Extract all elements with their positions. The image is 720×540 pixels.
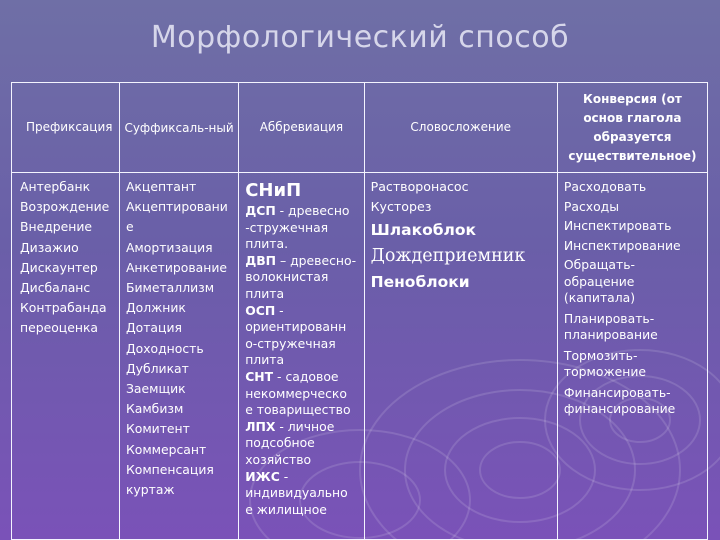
abbr-osp xyxy=(245,303,357,369)
abbr-izhs-text: - индивидуально е жилищное xyxy=(245,468,348,517)
list-item: Дискаунтер xyxy=(20,259,98,275)
list-item: Антербанк xyxy=(20,179,91,194)
list-item: Акцептировани е xyxy=(125,199,228,235)
list-item: Кусторез xyxy=(370,199,432,214)
abbr-osp-code: ОСП xyxy=(245,302,276,318)
abbr-snt-code: СНТ xyxy=(245,368,274,384)
header-abbreviation: Аббревиация xyxy=(239,83,364,173)
header-prefixation: Префиксация xyxy=(12,83,120,173)
list-item: Камбизм xyxy=(125,401,184,417)
list-item: Дизажио xyxy=(20,239,79,255)
list-item: Должник xyxy=(125,300,186,316)
abbr-lph xyxy=(245,419,357,469)
list-item: Амортизация xyxy=(125,239,213,255)
list-item: переоценка xyxy=(20,320,99,336)
list-item: Коммерсант xyxy=(125,441,207,457)
list-item: Финансировать-финансирование xyxy=(563,384,676,417)
list-item: Дисбаланс xyxy=(20,280,91,296)
list-item: Дубликат xyxy=(125,360,189,376)
list-item: Инспектирование xyxy=(563,237,681,253)
list-item: Обращать-обрацение (капитала) xyxy=(563,257,636,306)
abbr-izhs-code: ИЖС xyxy=(245,468,280,484)
list-item: Акцептант xyxy=(125,179,197,194)
list-item: Дождеприемник xyxy=(370,246,526,266)
list-item: Инспектировать xyxy=(563,218,672,234)
header-conversion: Конверсия (от основ глагола образуется существительное) xyxy=(557,83,707,173)
abbr-dsp-code: ДСП xyxy=(245,203,276,218)
abbr-snt xyxy=(245,369,357,419)
list-item: Тормозить-торможение xyxy=(563,347,647,380)
abbr-snip: СНиП xyxy=(245,180,302,201)
list-item: Заемщик xyxy=(125,381,186,397)
abbr-lph-code: ЛПХ xyxy=(245,418,276,434)
list-item: Расходы xyxy=(563,198,620,214)
cell-abbreviation xyxy=(239,173,364,540)
page-title: Морфологический способ xyxy=(150,20,570,55)
abbr-dvp-text: – древесно-волокнистая плита xyxy=(245,252,357,301)
list-item: Расходовать xyxy=(563,179,647,194)
abbr-dsp xyxy=(245,203,357,253)
list-item: Биметаллизм xyxy=(125,280,215,296)
cell-suffixal xyxy=(119,173,238,540)
cell-compounding xyxy=(364,173,557,540)
header-suffixal: Суффиксаль-ный xyxy=(119,83,238,173)
cell-conversion xyxy=(557,173,707,540)
list-item: Контрабанда xyxy=(20,300,107,316)
abbr-dvp-code: ДВП xyxy=(245,252,277,268)
abbr-snt-text: - садовое некоммерческо е товарищество xyxy=(245,368,351,418)
list-item: Внедрение xyxy=(20,219,93,235)
word-formation-table xyxy=(11,82,708,540)
abbr-lph-text: - личное подсобное хозяйство xyxy=(245,418,335,467)
list-item: Возрождение xyxy=(20,199,110,215)
list-item: Планировать-планирование xyxy=(563,310,658,343)
table-header-row xyxy=(12,83,708,173)
table-body-row xyxy=(12,173,708,540)
abbr-izhs xyxy=(245,469,357,519)
list-item: Дотация xyxy=(125,320,182,336)
list-item: Анкетирование xyxy=(125,259,228,275)
cell-prefixation xyxy=(12,173,120,540)
list-item: Растворонасос xyxy=(370,179,469,194)
abbr-dvp xyxy=(245,253,357,303)
list-item: Компенсация xyxy=(125,461,214,477)
header-compounding: Словосложение xyxy=(364,83,557,173)
abbr-dsp-text: - древесно -стружечная плита. xyxy=(245,203,350,252)
abbr-osp-text: - ориентированн о-стружечная плита xyxy=(245,302,347,368)
list-item: Шлакоблок xyxy=(370,221,477,239)
list-item: Комитент xyxy=(125,421,190,437)
list-item: куртаж xyxy=(125,482,175,498)
list-item: Доходность xyxy=(125,340,204,356)
list-item: Пеноблоки xyxy=(370,273,470,291)
